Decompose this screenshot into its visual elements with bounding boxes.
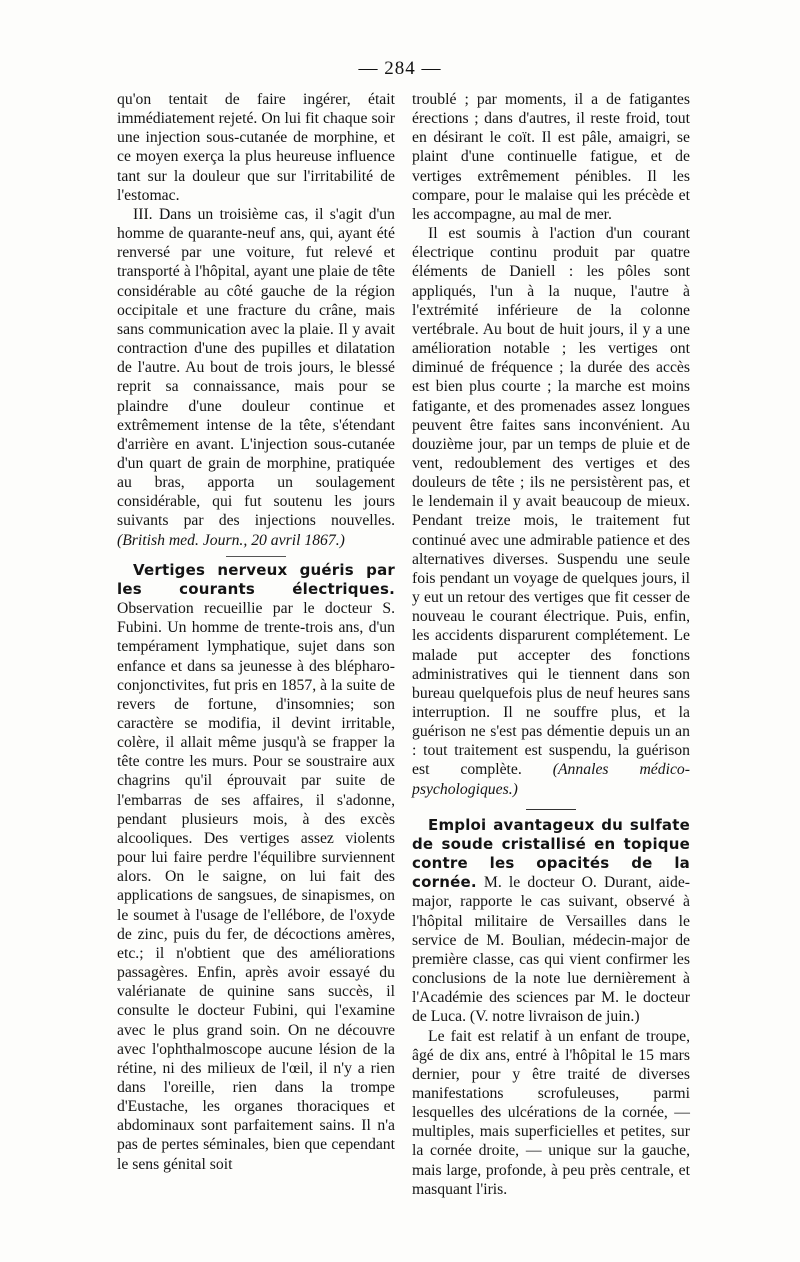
article-title-sulfate: Emploi avantageux du sulfate de soude cristallisé en topique contre les opacités de la cornée. (412, 815, 690, 892)
treatment-text: Il est soumis à l'action d'un courant électrique continu produit par quatre éléments de Daniell : les pôles sont appliqués, l'un à la nuque, l'autre à l'extrémité inférieure de la colonne vertébrale. Au bout de huit jours, il y a une amélioration notable ; les vertiges ont diminué de fréquence ; la durée des accès est bien plus courte ; la marche est moins fatigante, et des promenades assez longues peuvent être faites sans inconvénient. Au douzième jour, par un temps de pluie et de vent, redoublement des vertiges et des douleurs de tête ; ils ne persistèrent pas, et le lendemain il y avait beaucoup de mieux. Pendant treize mois, le traitement fut continué avec une admirable patience et des alternatives diverses. Suspendu une seule fois pendant un voyage de quelques jours, il y eut un retour des vertiges que fit cesser de nouveau le courant électrique. Puis, enfin, les accidents disparurent complétement. Le malade put accepter des fonctions administratives qui le tiennent dans son bureau quelquefois plus de neuf heures sans interruption. Il ne souffre plus, et la guérison ne s'est pas démentie depuis un an : tout traitement est suspendu, la guérison est complète. (412, 225, 690, 779)
article-text-vertiges: Observation recueillie par le docteur S. Fubini. Un homme de trente-trois ans, d'un tempérament lymphatique, sujet dans son enfance et dans sa jeunesse à des blépharo-conjonctivites, fut pris en 1857, à la suite de revers de fortune, d'insomnies; son caractère se modifia, il devint irritable, colère, il allait même jusqu'à se frapper la tête contre les murs. Pour se soustraire aux chagrins qu'il éprouvait par suite de l'embarras de ses affaires, il s'adonne, pendant plusieurs mois, à des excès alcooliques. Des vertiges assez violents pour lui faire perdre l'équilibre surviennent alors. On le saigne, on lui fait des applications de sangsues, de sinapismes, on le soumet à l'usage de l'ellébore, de l'oxyde de zinc, puis du fer, de décoctions amères, etc.; il n'obtient que des améliorations passagères. Enfin, après avoir essayé du valérianate de quinine sans succès, il consulte le docteur Fubini, qui l'examine avec le plus grand soin. On ne découvre avec l'ophthalmoscope aucune lésion de la rétine, ni des milieux de l'œil, il n'y a rien dans l'oreille, rien dans la trompe d'Eustache, les organes thoraciques et abdominaux sont parfaitement sains. Il n'a pas de pertes séminales, bien que cependant le sens génital soit (117, 600, 395, 1173)
article-text-sulfate: M. le docteur O. Durant, aide-major, rapporte le cas suivant, observé à l'hôpital militaire de Versailles dans le service de M. Boulian, médecin-major de première classe, cas qui vient confirmer les conclusions de la note lue dernièrement à l'Académie des sciences par M. le docteur de Luca. (V. notre livraison de juin.) (412, 874, 691, 1026)
paragraph-final: Le fait est relatif à un enfant de troupe, âgé de dix ans, entré à l'hôpital le 15 mars dernier, pour y être traité de diverses manifestations scrofuleuses, parmi lesquelles des ulcérations de la cornée, — multiples, mais superficielles et petites, sur la cornée droite, — unique sur la gauche, mais large, profonde, à peu près centrale, et masquant l'iris. (412, 1027, 690, 1198)
section-divider-right (526, 809, 576, 810)
section-divider (226, 556, 286, 557)
page-number: — 284 — (358, 58, 442, 79)
case-three-citation: (British med. Journ., 20 avril 1867.) (117, 531, 345, 549)
left-column (117, 90, 395, 1173)
article-title-vertiges: Vertiges nerveux guéris par les courants électriques. (117, 560, 395, 598)
article-vertiges (117, 561, 395, 1174)
right-column (412, 90, 691, 1198)
paragraph-continued-right: troublé ; par moments, il a de fatigantes érections ; dans d'autres, il reste froid, tout en désirant le coït. Il est pâle, amaigri, se plaint d'une continuelle fatigue, et de vertiges extrêmement pénibles. Il les compare, pour le malaise qui les précède et les accompagne, au mal de mer. (412, 91, 690, 223)
article-sulfate (412, 816, 690, 1027)
case-three-text: III. Dans un troisième cas, il s'agit d'un homme de quarante-neuf ans, qui, ayant été renversé par une voiture, fut relevé et transporté à l'hôpital, ayant une plaie de tête considérable au côté gauche de la région occipitale et une fracture du crâne, mais sans communication avec la plaie. Il y avait contraction d'une des pupilles et dilatation de l'autre. Au bout de trois jours, le blessé reprit sa connaissance, mais pour se plaindre d'une douleur continue et extrêmement intense de la tête, s'étendant d'arrière en avant. L'injection sous-cutanée d'un quart de grain de morphine, pratiquée au bras, apporta un soulagement considérable, qui fut soutenu les jours suivants par des injections nouvelles. (117, 205, 395, 530)
paragraph-treatment (412, 224, 690, 799)
treatment-citation: (Annales médico-psychologiques.) (412, 761, 690, 798)
paragraph-continued: qu'on tentait de faire ingérer, était immédiatement rejeté. On lui fit chaque soir une injection sous-cutanée de morphine, et ce moyen exerça la plus heureuse influence tant sur la douleur que sur l'irritabilité de l'estomac. (117, 91, 395, 204)
paragraph-case-three (117, 205, 395, 550)
